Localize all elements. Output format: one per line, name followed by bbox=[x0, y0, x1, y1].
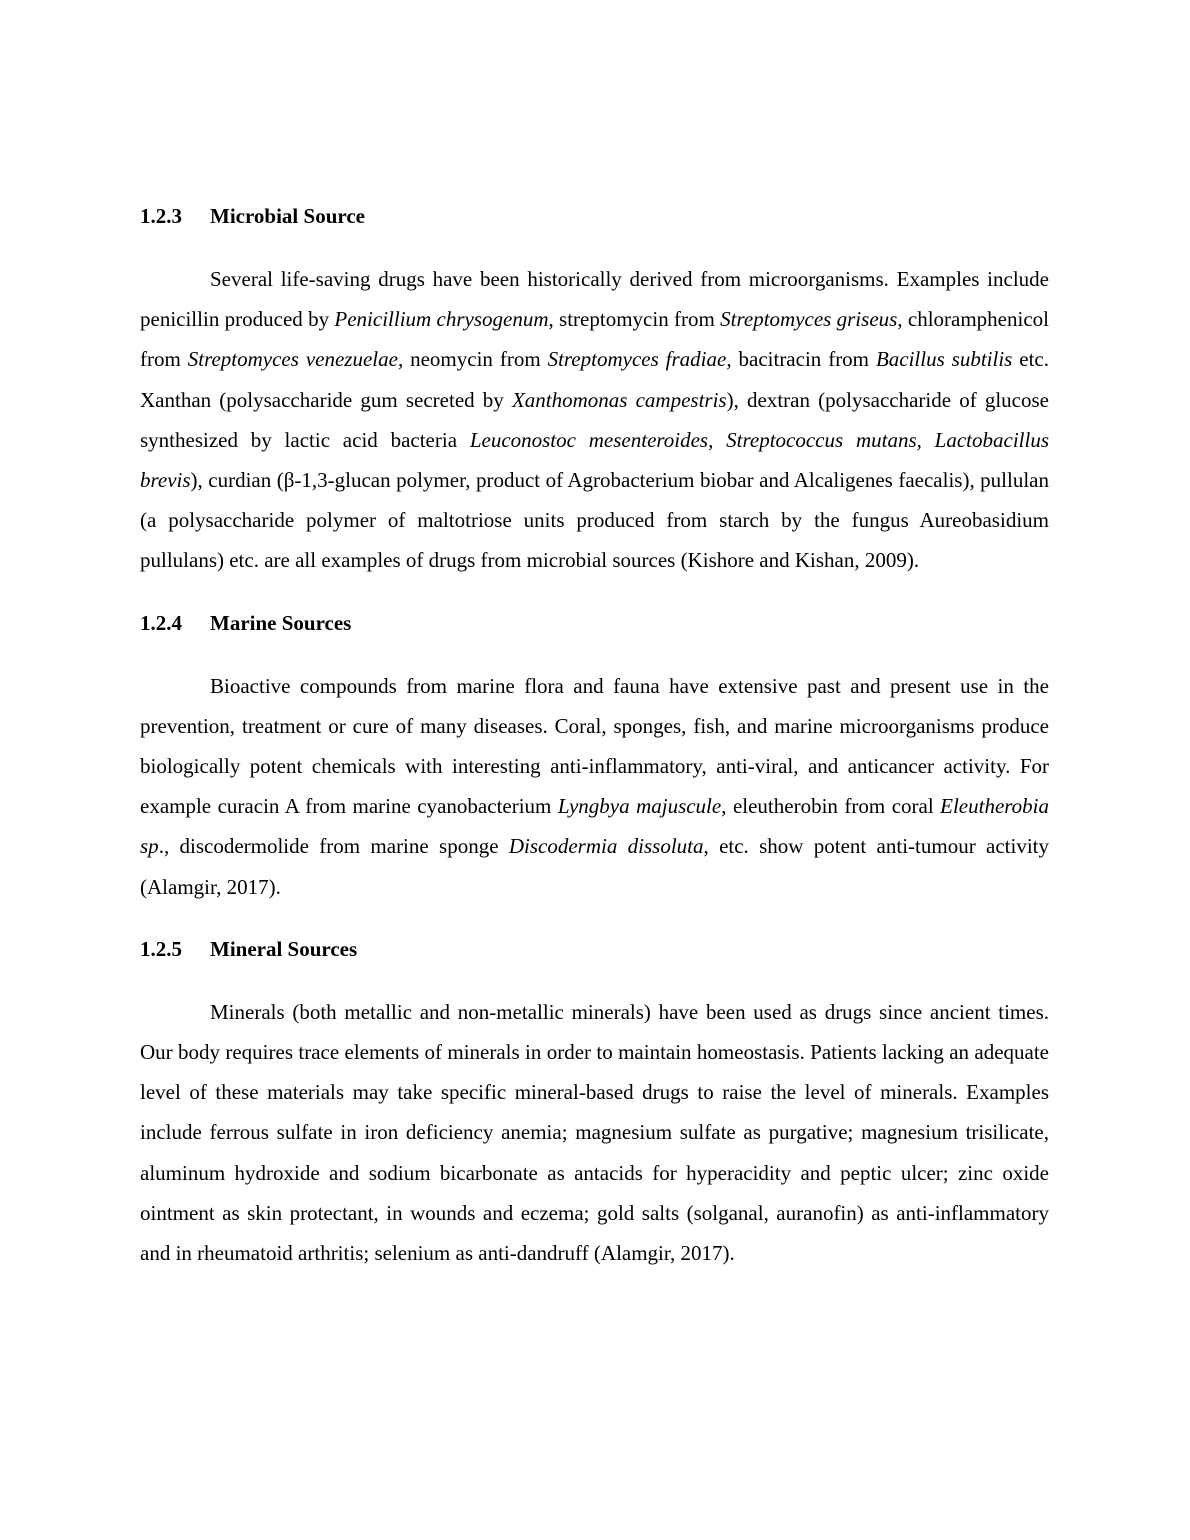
species-name: Bacillus subtilis bbox=[875, 347, 1013, 372]
section-title: Mineral Sources bbox=[210, 936, 358, 961]
section-number: 1.2.3 bbox=[140, 204, 182, 228]
text-run: Minerals (both metallic and non-metallic minerals) have been used as drugs since ancient times. Our body requires trace elements of minerals in order to maintain homeostasis. Patients lacking an adequate level of these materials may take specific mineral-based drugs to raise the level of minerals. Examples include ferrous sulfate in iron deficiency anemia; magnesium sulfate as purgative; magnesium trisilicate, aluminum hydroxide and sodium bicarbonate as antacids for hyperacidity and peptic ulcer; zinc oxide ointment as skin protectant, in wounds and eczema; gold salts (solganal, auranofin) as anti-inflammatory and in rheumatoid arthritis; selenium as anti-dandruff (Alamgir, 2017). bbox=[140, 999, 1049, 1266]
paragraph-mineral bbox=[140, 992, 1049, 1273]
species-name: Eleutherobia sp bbox=[140, 794, 1050, 859]
text-run: bacitracin from bbox=[731, 347, 876, 372]
text-run: ., discodermolide from marine sponge bbox=[158, 834, 509, 859]
paragraph-marine bbox=[140, 666, 1049, 907]
text-run: ), dextran (polysaccharide of glucose synthesized by lactic acid bacteria bbox=[140, 387, 1049, 452]
text-run: ), curdian (β-1,3-glucan polymer, product of Agrobacterium biobar and Alcaligenes faecalis), pullulan (a polysaccharide polymer of maltotriose units produced from starch by the fungus Aureobasidium pullulans) etc. are all examples of drugs from microbial sources (Kishore and Kishan, 2009). bbox=[140, 468, 1049, 573]
species-name: Streptomyces venezuelae, bbox=[187, 347, 404, 372]
section-number: 1.2.4 bbox=[140, 610, 182, 635]
text-run: Bioactive compounds from marine flora and fauna have extensive past and present use in the prevention, treatment or cure of many diseases. Coral, sponges, fish, and marine microorganisms produce biologically potent chemicals with interesting anti-inflammatory, anti-viral, and anticancer activity. For example curacin A from marine cyanobacterium bbox=[140, 673, 1049, 819]
document-page bbox=[140, 196, 1049, 1295]
section-title: Marine Sources bbox=[210, 610, 352, 635]
text-run: , eleutherobin from coral bbox=[721, 794, 941, 819]
section-heading-microbial bbox=[140, 196, 1049, 236]
text-run: etc. Xanthan (polysaccharide gum secreted by bbox=[140, 347, 1049, 412]
species-name: Lyngbya majuscule bbox=[557, 794, 722, 819]
species-name: Xanthomonas campestris bbox=[511, 387, 727, 412]
text-run: Several life-saving drugs have been historically derived from microorganisms. Examples include penicillin produced by bbox=[140, 267, 1049, 332]
text-run: neomycin from bbox=[403, 347, 548, 372]
species-name: Penicillium chrysogenum bbox=[334, 307, 549, 332]
paragraph-microbial bbox=[140, 259, 1049, 581]
species-name: Streptomyces griseus, bbox=[720, 307, 903, 332]
species-name: Discodermia dissoluta bbox=[508, 834, 704, 859]
text-run: , streptomycin from bbox=[548, 307, 721, 332]
section-heading-mineral bbox=[140, 929, 1049, 969]
species-name: Streptomyces fradiae, bbox=[547, 347, 732, 372]
section-title: Microbial Source bbox=[210, 204, 365, 228]
text-run: , etc. show potent anti-tumour activity (Alamgir, 2017). bbox=[140, 834, 1049, 899]
text-run: chloramphenicol from bbox=[140, 307, 1049, 372]
section-number: 1.2.5 bbox=[140, 936, 182, 961]
species-name: Leuconostoc mesenteroides, Streptococcus mutans, Lactobacillus brevis bbox=[140, 427, 1049, 493]
section-heading-marine bbox=[140, 603, 1049, 643]
